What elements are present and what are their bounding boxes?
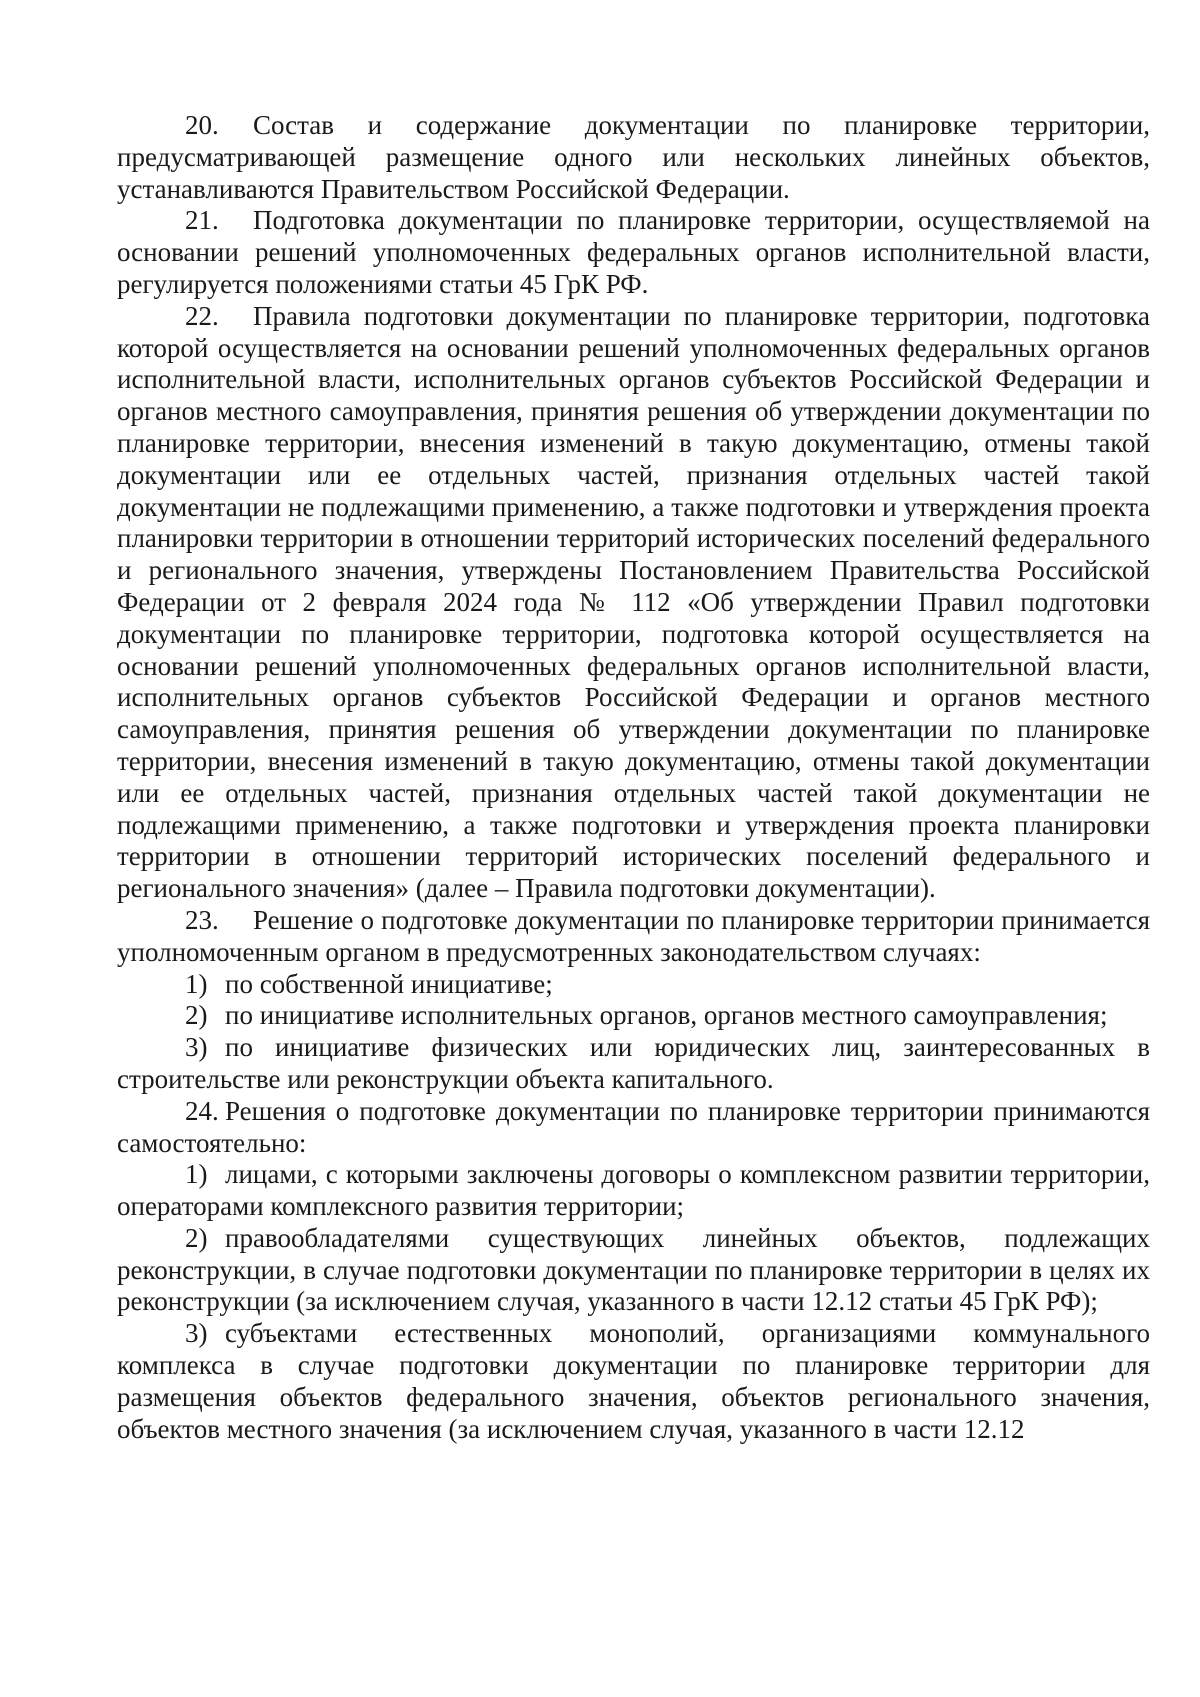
list-item-24-1 xyxy=(117,1159,1150,1223)
list-item-text: по собственной инициативе; xyxy=(225,968,553,999)
paragraph-text: Правила подготовки документации по планировке территории, подготовка которой осуществляется на основании решений уполномоченных федеральных органов исполнительной власти, исполнительных органов субъектов Российской Федерации и органов местного самоуправления, принятия решения об утверждении документации по планировке территории, внесения изменений в такую документацию, отмены такой документации или ее отдельных частей, признания отдельных частей такой документации не подлежащими применению, а также подготовки и утверждения проекта планировки территории в отношении территорий исторических поселений федерального и регионального значения, утверждены Постановлением Правительства Российской Федерации от 2 февраля 2024 года № 112 «Об утверждении Правил подготовки документации по планировке территории, подготовка которой осуществляется на основании решений уполномоченных федеральных органов исполнительной власти, исполнительных органов субъектов Российской Федерации и органов местного самоуправления, принятия решения об утверждении документации по планировке территории, внесения изменений в такую документацию, отмены такой документации или ее отдельных частей, признания отдельных частей такой документации не подлежащими применению, а также подготовки и утверждения проекта планировки территории в отношении территорий исторических поселений федерального и регионального значения» (далее – Правила подготовки документации). xyxy=(117,300,1150,904)
paragraph-23 xyxy=(117,905,1150,969)
paragraph-number: 22. xyxy=(185,300,219,331)
paragraph-text: Подготовка документации по планировке территории, осуществляемой на основании решений уполномоченных федеральных органов исполнительной власти, регулируется положениями статьи 45 ГрК РФ. xyxy=(117,205,1150,299)
list-item-23-2 xyxy=(117,1000,1150,1032)
list-item-number: 3) xyxy=(185,1318,208,1349)
list-item-number: 2) xyxy=(185,1222,208,1253)
list-item-number: 3) xyxy=(185,1032,208,1063)
paragraph-number: 21. xyxy=(185,205,219,236)
list-item-number: 1) xyxy=(185,1159,208,1190)
list-item-23-1 xyxy=(117,969,1150,1001)
paragraph-21 xyxy=(117,205,1150,300)
list-item-number: 2) xyxy=(185,1000,208,1031)
list-item-text: лицами, с которыми заключены договоры о комплексном развитии территории, операторами комплексного развития территории; xyxy=(117,1159,1150,1222)
paragraph-20 xyxy=(117,110,1150,205)
document-body xyxy=(117,110,1150,1445)
paragraph-24 xyxy=(117,1096,1150,1160)
list-item-text: правообладателями существующих линейных объектов, подлежащих реконструкции, в случае подготовки документации по планировке территории в целях их реконструкции (за исключением случая, указанного в части 12.12 статьи 45 ГрК РФ); xyxy=(117,1222,1150,1317)
paragraph-text: Состав и содержание документации по планировке территории, предусматривающей размещение одного или нескольких линейных объектов, устанавливаются Правительством Российской Федерации. xyxy=(117,110,1150,204)
list-item-24-2 xyxy=(117,1223,1150,1318)
paragraph-number: 24. xyxy=(185,1095,219,1126)
paragraph-number: 20. xyxy=(185,110,219,140)
list-item-23-3 xyxy=(117,1032,1150,1096)
paragraph-number: 23. xyxy=(185,904,219,935)
paragraph-text: Решения о подготовке документации по планировке территории принимаются самостоятельно: xyxy=(117,1095,1150,1158)
list-item-24-3 xyxy=(117,1318,1150,1445)
list-item-text: по инициативе исполнительных органов, органов местного самоуправления; xyxy=(225,1000,1108,1031)
list-item-text: по инициативе физических или юридических лиц, заинтересованных в строительстве или реконструкции объекта капитального. xyxy=(117,1032,1150,1094)
paragraph-text: Решение о подготовке документации по планировке территории принимается уполномоченным органом в предусмотренных законодательством случаях: xyxy=(117,904,1150,967)
list-item-number: 1) xyxy=(185,968,208,999)
paragraph-22 xyxy=(117,301,1150,905)
list-item-text: субъектами естественных монополий, организациями коммунального комплекса в случае подготовки документации по планировке территории для размещения объектов федерального значения, объектов регионального значения, объектов местного значения (за исключением случая, указанного в части 12.12 xyxy=(117,1318,1150,1444)
